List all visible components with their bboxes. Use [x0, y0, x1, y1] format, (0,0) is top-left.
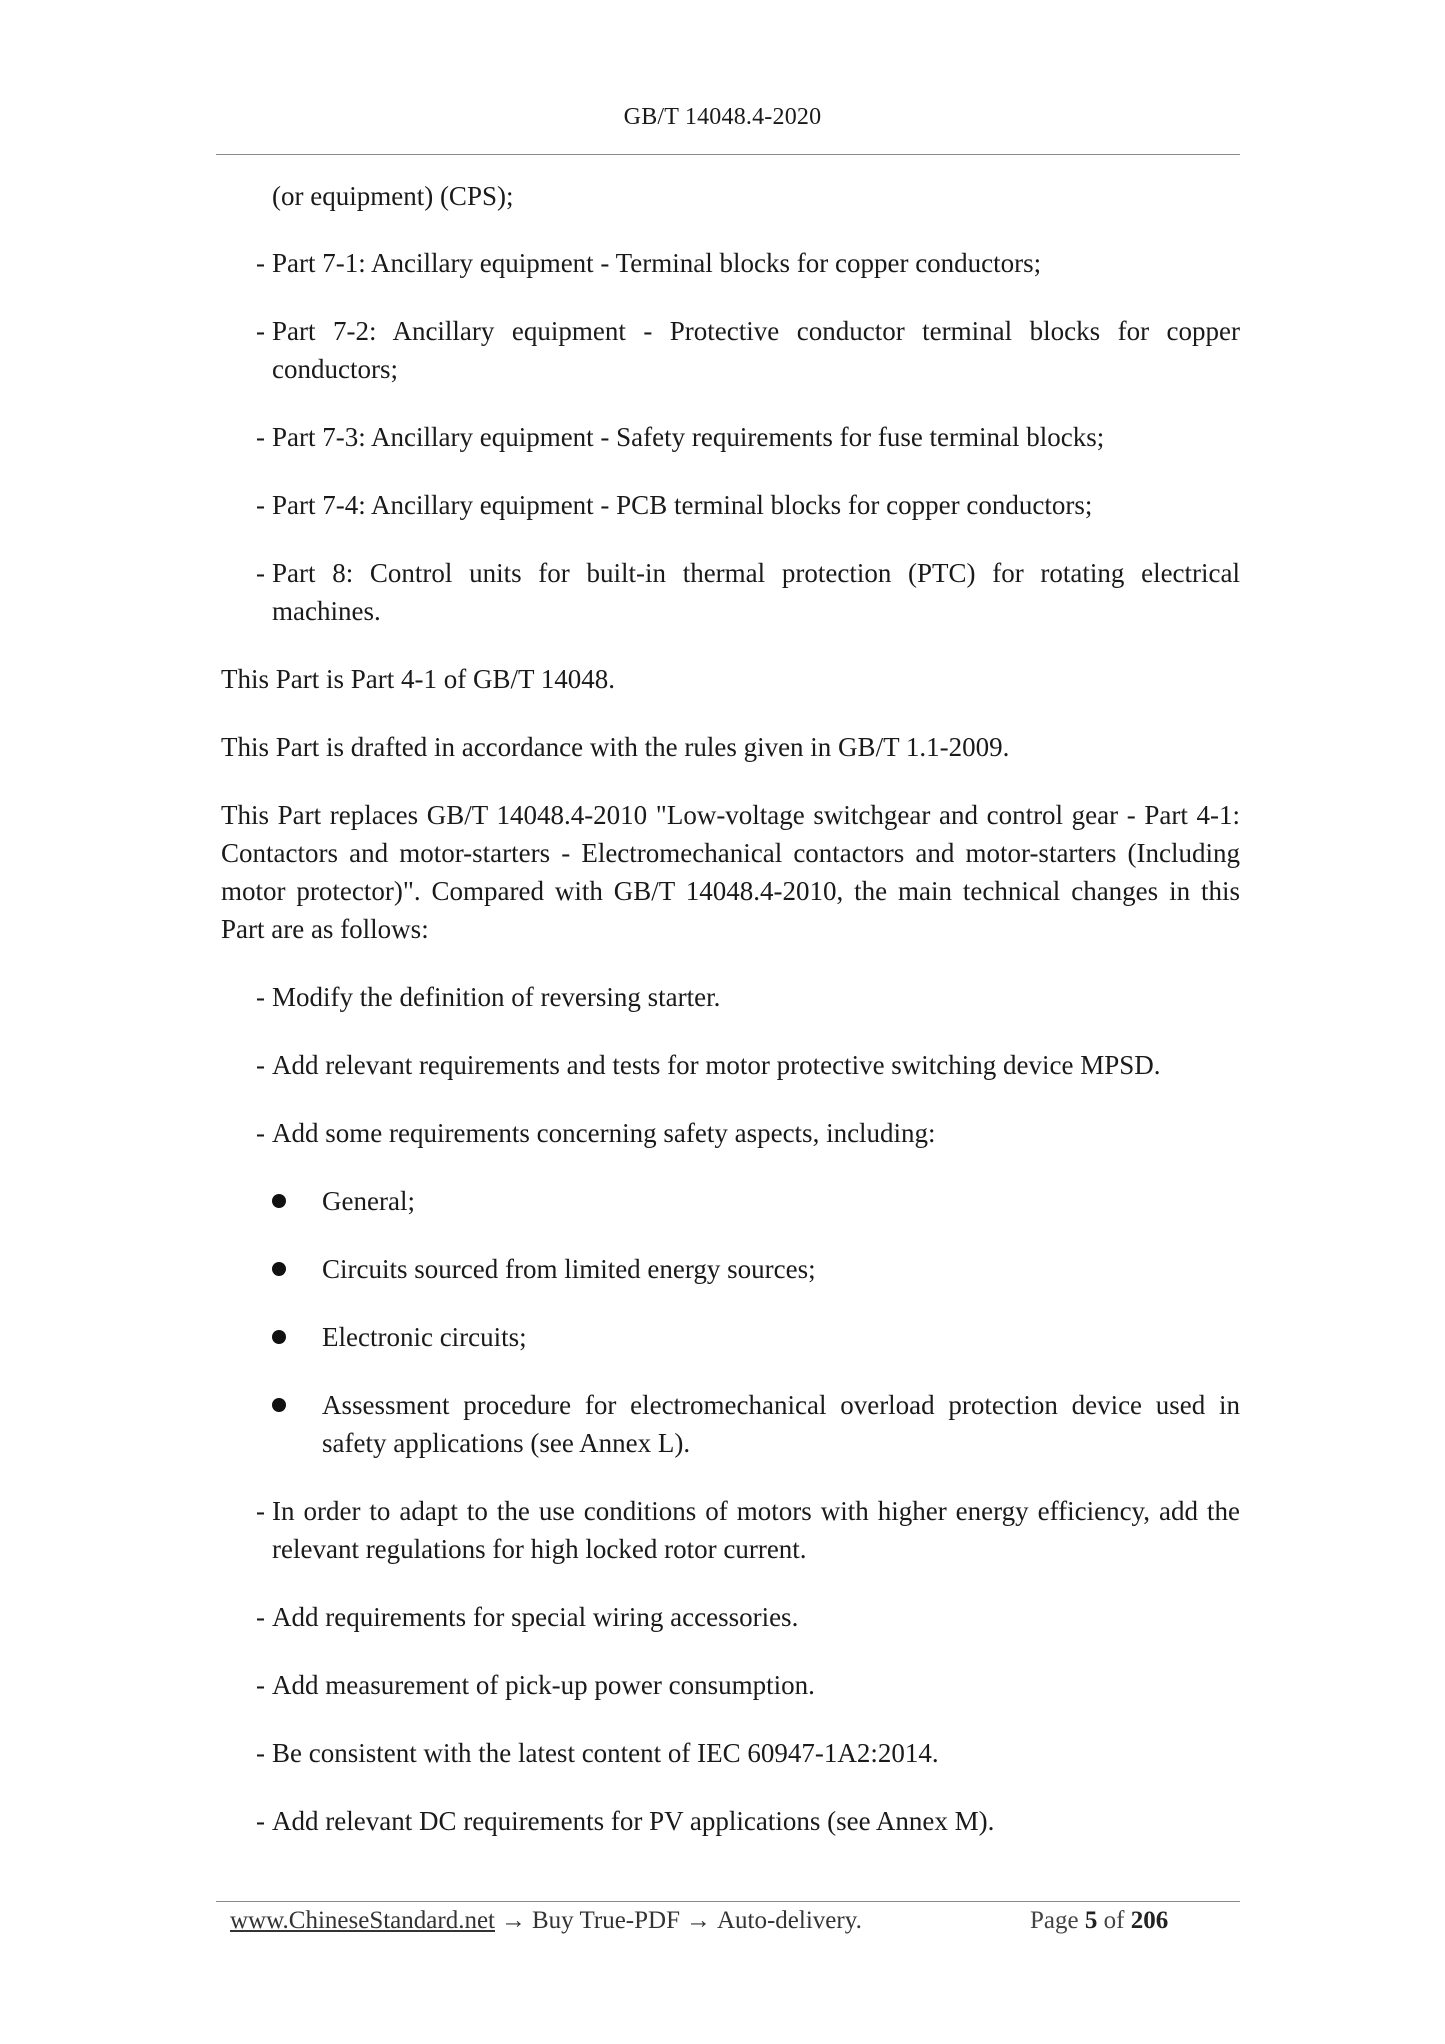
page-label: Page: [1030, 1907, 1079, 1934]
auto-delivery-text: Auto-delivery.: [716, 1907, 862, 1934]
list-item-text: Part 7-1: Ancillary equipment - Terminal blocks for copper conductors;: [272, 248, 1042, 278]
list-item-text: Add requirements for special wiring accessories.: [272, 1602, 799, 1632]
footer-divider: [216, 1901, 1240, 1902]
list-item-text: Be consistent with the latest content of IEC 60947-1A2:2014.: [272, 1738, 939, 1768]
dash-marker: -: [256, 422, 265, 452]
list-item-text: Add relevant requirements and tests for motor protective switching device MPSD.: [272, 1050, 1161, 1080]
of-label: of: [1103, 1907, 1125, 1934]
dash-marker: -: [256, 1050, 265, 1080]
dash-marker: -: [256, 1496, 265, 1526]
bullet-dot-icon: [272, 1262, 286, 1276]
dash-marker: -: [256, 982, 265, 1012]
paragraph-replacement: This Part replaces GB/T 14048.4-2010 "Low-voltage switchgear and control gear - Part 4-1: Contactors and motor-starters - Electromechanical contactors and motor-starters (Including motor protector)". Compared with GB/T 14048.4-2010, the main technical changes in this Part are as follows:: [221, 800, 1240, 944]
dash-marker: -: [256, 490, 265, 520]
bullet-dot-icon: [272, 1330, 286, 1344]
dash-marker: -: [256, 1806, 265, 1836]
bullet-dot-icon: [272, 1194, 286, 1208]
list-item-text: Modify the definition of reversing starter.: [272, 982, 721, 1012]
bullet-text: General;: [322, 1186, 415, 1216]
dash-marker: -: [256, 1738, 265, 1768]
dash-marker: -: [256, 1670, 265, 1700]
page-number: [1030, 1907, 1168, 1935]
header-divider: [216, 154, 1240, 155]
buy-pdf-text: Buy True-PDF: [532, 1907, 680, 1934]
dash-marker: -: [256, 558, 265, 588]
current-page: 5: [1084, 1907, 1098, 1934]
paragraph-part-number: This Part is Part 4-1 of GB/T 14048.: [221, 664, 615, 694]
bullet-text: Assessment procedure for electromechanical overload protection device used in safety applications (see Annex L).: [322, 1390, 1240, 1458]
dash-marker: -: [256, 1602, 265, 1632]
arrow-right-icon: →: [685, 1907, 711, 1934]
site-link[interactable]: www.ChineseStandard.net: [230, 1907, 495, 1934]
dash-marker: -: [256, 1118, 265, 1148]
list-item-text: Add relevant DC requirements for PV applications (see Annex M).: [272, 1806, 995, 1836]
paragraph-drafting-rules: This Part is drafted in accordance with the rules given in GB/T 1.1-2009.: [221, 732, 1010, 762]
dash-marker: -: [256, 316, 265, 346]
dash-marker: -: [256, 248, 265, 278]
list-item-text: Add measurement of pick-up power consumption.: [272, 1670, 815, 1700]
list-item-text: Part 8: Control units for built-in thermal protection (PTC) for rotating electrical machines.: [272, 558, 1240, 626]
bullet-dot-icon: [272, 1398, 286, 1412]
arrow-right-icon: →: [501, 1907, 526, 1934]
list-item-text: Part 7-3: Ancillary equipment - Safety requirements for fuse terminal blocks;: [272, 422, 1105, 452]
bullet-text: Circuits sourced from limited energy sources;: [322, 1254, 816, 1284]
document-id-header: GB/T 14048.4-2020: [623, 104, 822, 130]
list-item-text: Add some requirements concerning safety aspects, including:: [272, 1118, 936, 1148]
list-item-text: In order to adapt to the use conditions of motors with higher energy efficiency, add the relevant regulations for high locked rotor current.: [272, 1496, 1240, 1564]
total-pages: 206: [1130, 1907, 1169, 1934]
list-item-text: Part 7-4: Ancillary equipment - PCB terminal blocks for copper conductors;: [272, 490, 1093, 520]
bullet-text: Electronic circuits;: [322, 1322, 527, 1352]
continued-line: (or equipment) (CPS);: [272, 181, 514, 211]
page-footer: [230, 1907, 862, 1935]
list-item-text: Part 7-2: Ancillary equipment - Protective conductor terminal blocks for copper conductors;: [272, 316, 1240, 384]
